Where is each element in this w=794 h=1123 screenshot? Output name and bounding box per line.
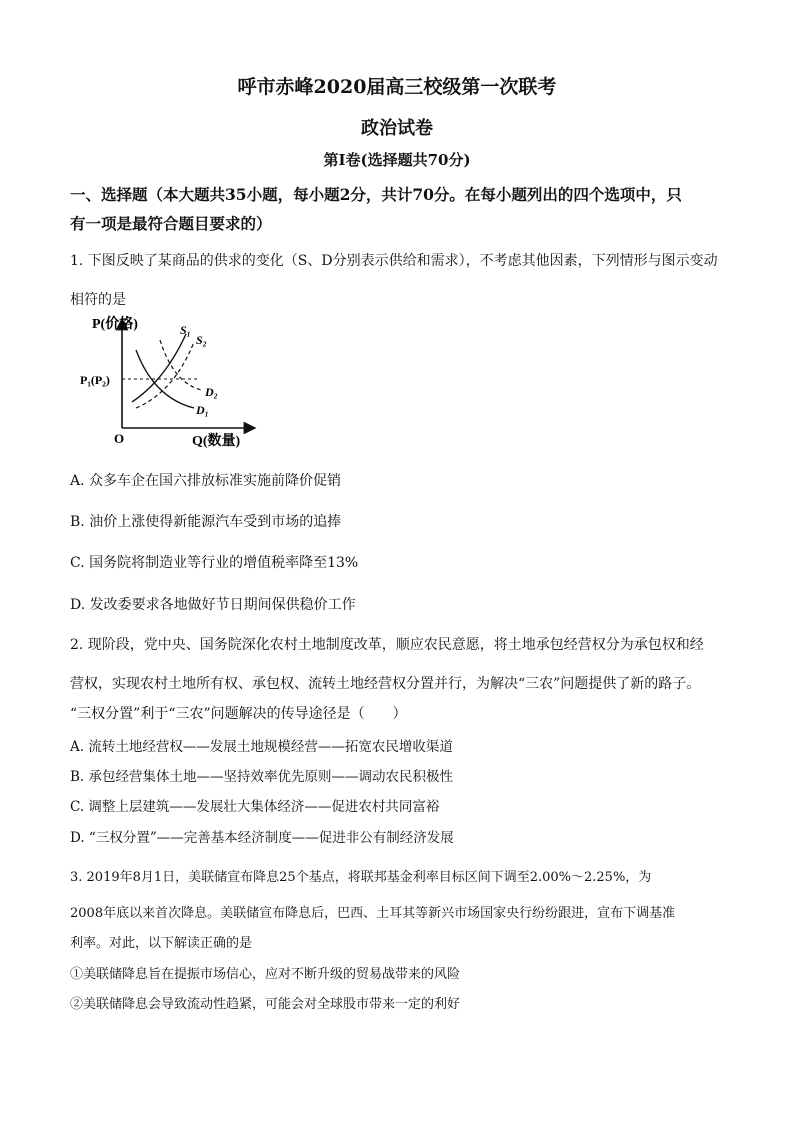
q3-item-1: ①美联储降息旨在提振市场信心，应对不断升级的贸易战带来的风险	[70, 967, 461, 982]
q1-stem-line2: 相符的是	[70, 292, 126, 308]
q3-stem-line1: 3. 2019年8月1日，美联储宣布降息25个基点，将联邦基金利率目标区间下调至2.00%～2.25%，为	[70, 870, 652, 885]
q2-option-d: D. “三权分置”——完善基本经济制度——促进非公有制经济发展	[70, 830, 454, 846]
q2-stem-line3: “三权分置”利于“三农”问题解决的传导途径是（ ）	[70, 706, 407, 722]
series-label-d2: D₂	[205, 385, 218, 399]
q3-item-2: ②美联储降息会导致流动性趋紧，可能会对全球股市带来一定的利好	[70, 997, 461, 1012]
q1-option-d: D. 发改委要求各地做好节日期间保供稳价工作	[70, 597, 356, 613]
q2-stem-line2: 营权，实现农村土地所有权、承包权、流转土地经营权分置并行，为解决“三农”问题提供了新的路子。	[70, 676, 701, 692]
q3-stem-line3: 利率。对此，以下解读正确的是	[70, 936, 253, 951]
price-label: P₁(P₂)	[80, 373, 110, 387]
q1-option-b: B. 油价上涨使得新能源汽车受到市场的追捧	[70, 514, 342, 530]
y-axis-label: P(价格)	[92, 317, 138, 332]
q1-option-a: A. 众多车企在国六排放标准实施前降价促销	[70, 473, 342, 489]
q2-option-c: C. 调整上层建筑——发展壮大集体经济——促进农村共同富裕	[70, 799, 440, 815]
section-instructions-line2: 有一项是最符合题目要求的）	[70, 214, 272, 233]
q3-stem-line2: 2008年底以来首次降息。美联储宣布降息后，巴西、土耳其等新兴市场国家央行纷纷跟进，宣布下调基准	[70, 906, 676, 921]
supply-demand-chart	[70, 310, 270, 450]
exam-subject: 政治试卷	[361, 118, 433, 139]
section-instructions-line1: 一、选择题（本大题共35小题，每小题2分，共计70分。在每小题列出的四个选项中，只	[70, 185, 682, 204]
series-label-d1: D₁	[196, 403, 209, 417]
q2-option-b: B. 承包经营集体土地——坚持效率优先原则——调动农民积极性	[70, 769, 454, 785]
series-label-s1: S₁	[180, 323, 191, 337]
curve-s2	[136, 342, 194, 408]
x-axis-label: Q(数量)	[192, 434, 241, 449]
origin-label: O	[114, 431, 125, 446]
q2-stem-line1: 2. 现阶段，党中央、国务院深化农村土地制度改革，顺应农民意愿，将土地承包经营权分为承包权和经	[70, 637, 704, 653]
curve-d2	[160, 340, 202, 390]
exam-title: 呼市赤峰2020届高三校级第一次联考	[237, 76, 557, 98]
curve-s1	[132, 334, 186, 402]
q1-option-c: C. 国务院将制造业等行业的增值税率降至13%	[70, 555, 359, 571]
q2-option-a: A. 流转土地经营权——发展土地规模经营——拓宽农民增收渠道	[70, 739, 453, 755]
q1-stem-line1: 1. 下图反映了某商品的供求的变化（S、D分别表示供给和需求），不考虑其他因素，下列情形与图示变动	[70, 253, 718, 269]
series-label-s2: S₂	[196, 333, 207, 347]
exam-part-label: 第I卷(选择题共70分)	[323, 151, 471, 169]
